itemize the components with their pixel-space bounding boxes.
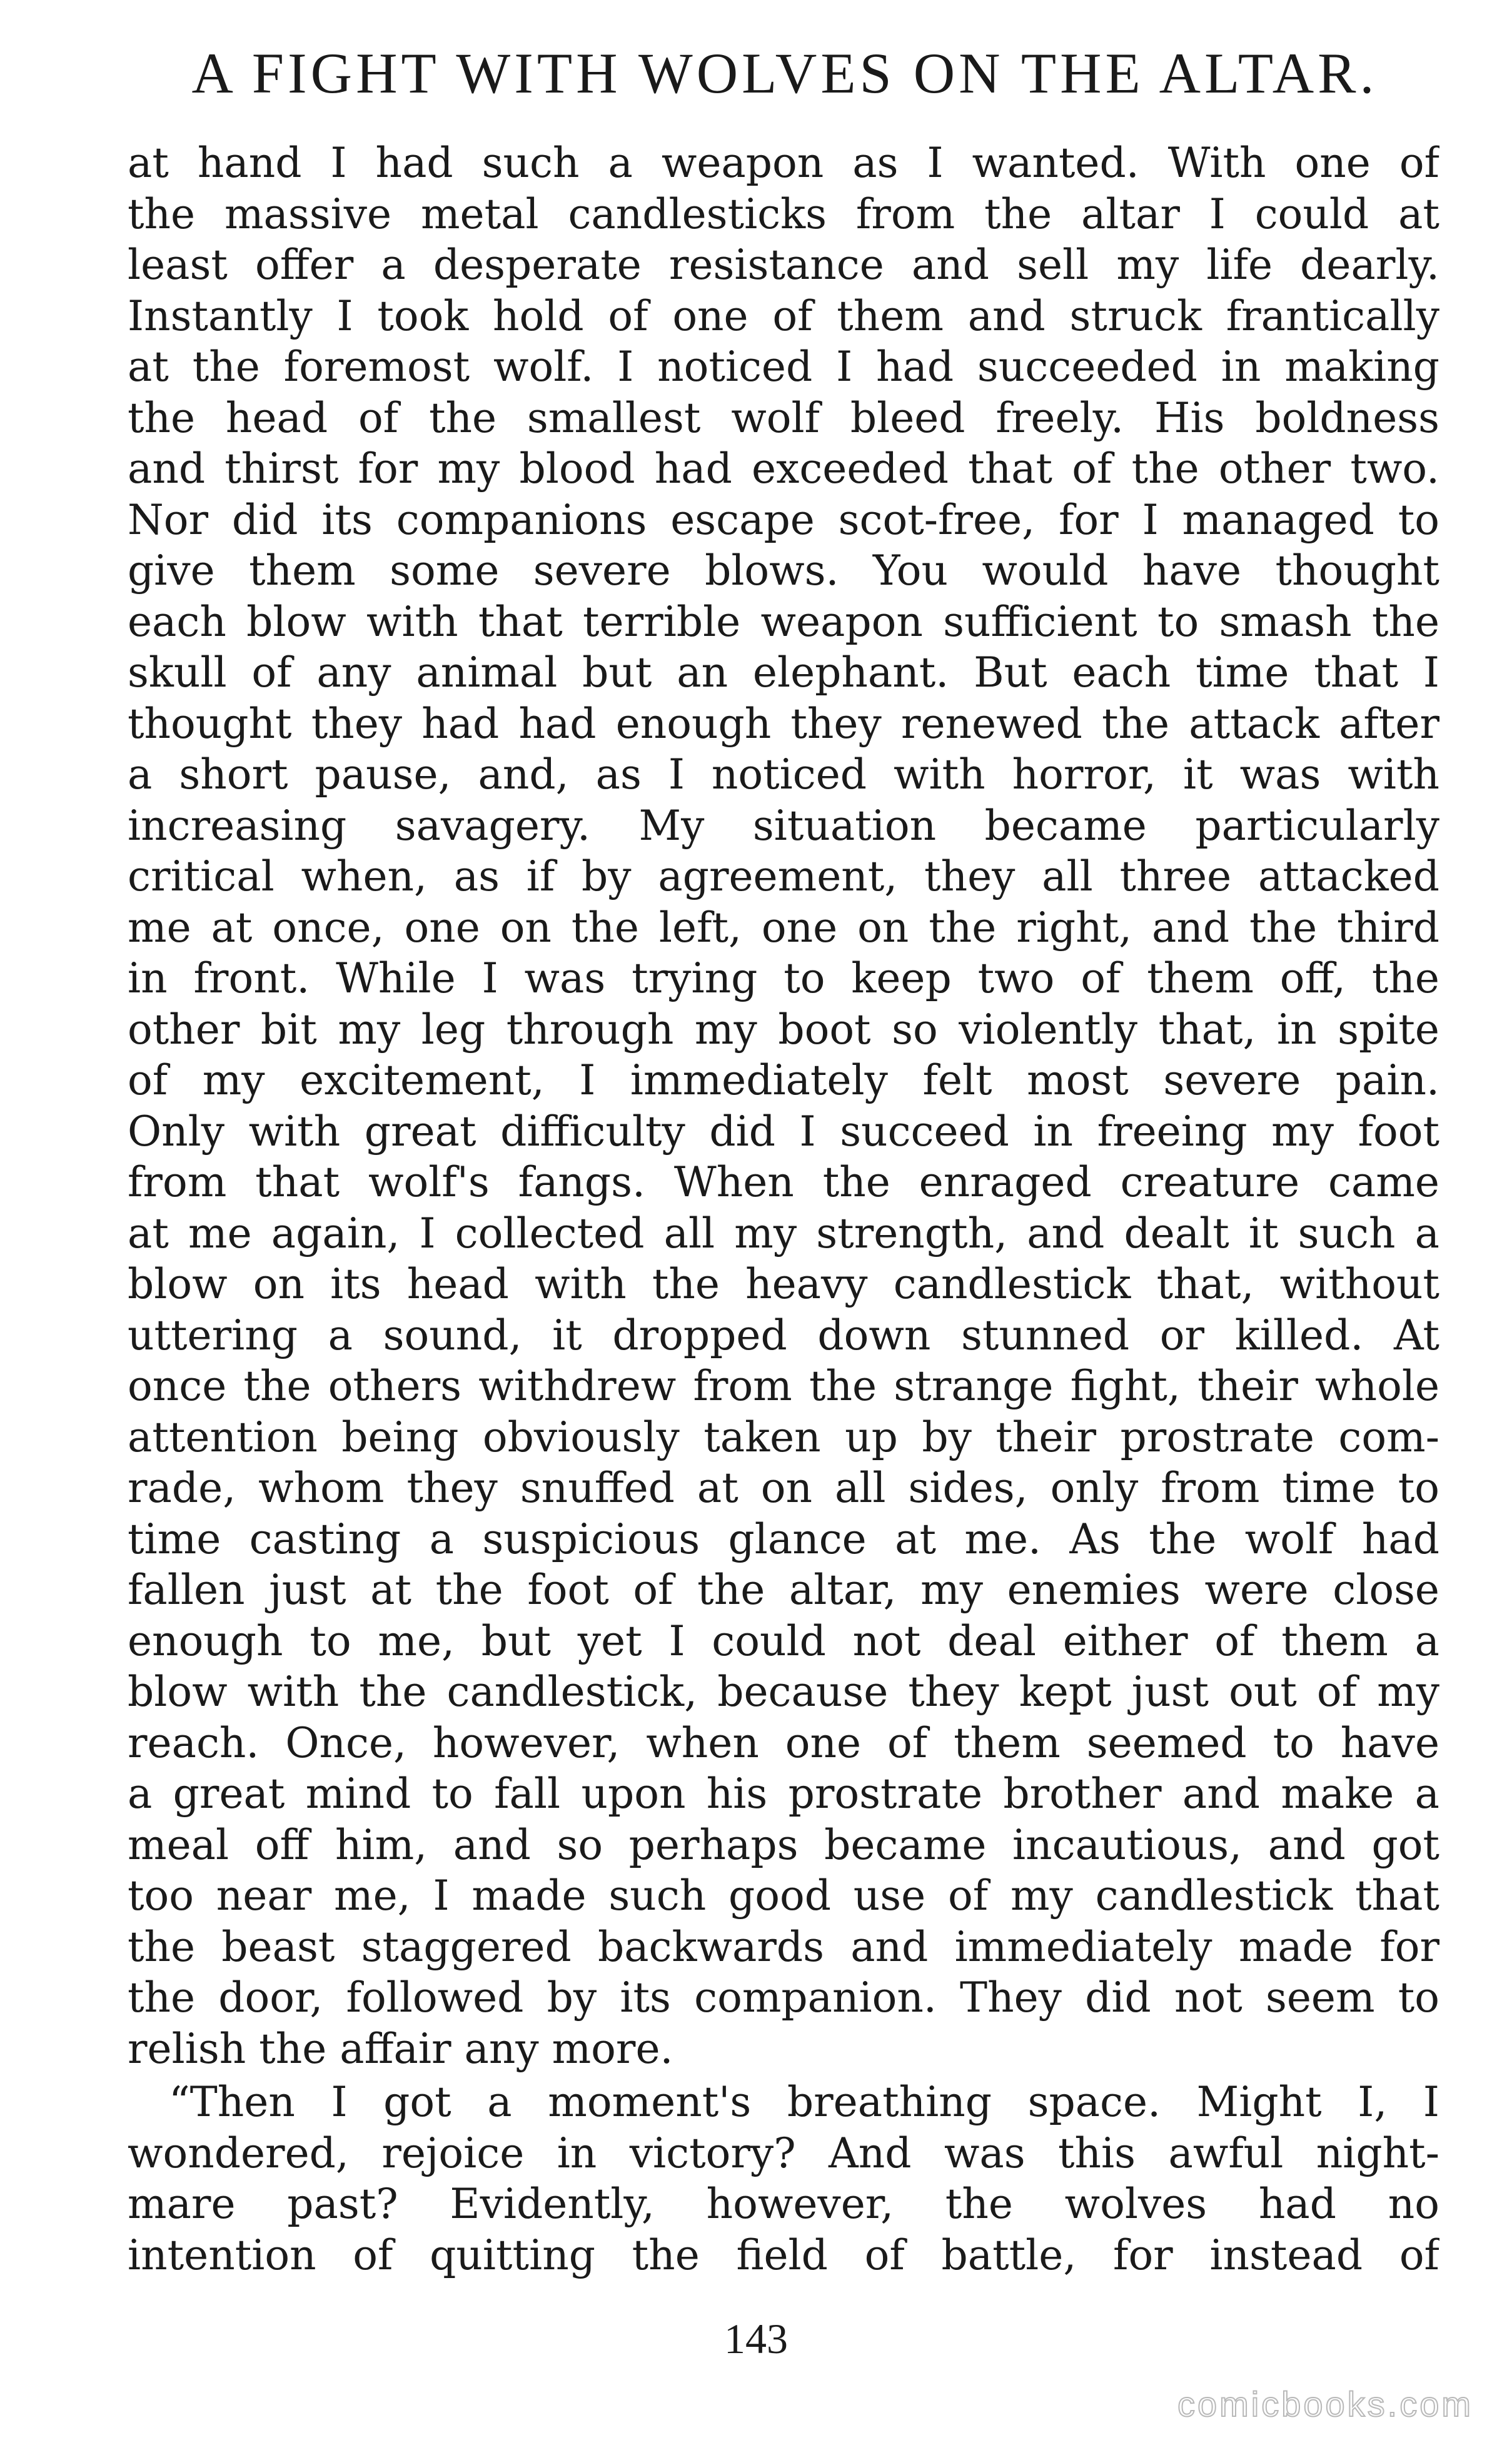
text-line: rade, whom they snuffed at on all sides, only from time to [128,1464,1439,1512]
text-line: “Then I got a moment's breathing space. Might I, I [169,2078,1439,2126]
text-line: thought they had had enough they renewed the attack after [128,699,1439,748]
text-line: blow with the candlestick, because they kept just out of my [128,1668,1439,1716]
text-line: Instantly I took hold of one of them and struck frantically [128,291,1439,340]
text-line: relish the affair any more. [128,2024,673,2073]
text-line: and thirst for my blood had exceeded that of the other two. [128,445,1439,493]
text-line: uttering a sound, it dropped down stunned or killed. At [128,1311,1439,1359]
text-line: at the foremost wolf. I noticed I had succeeded in making [128,343,1439,391]
text-line: from that wolf's fangs. When the enraged creature came [128,1158,1439,1206]
text-line: a great mind to fall upon his prostrate brother and make a [128,1770,1439,1818]
running-head: A FIGHT WITH WOLVES ON THE ALTAR. [191,41,1378,105]
text-line: meal off him, and so perhaps became incautious, and got [128,1820,1439,1869]
text-line: skull of any animal but an elephant. But each time that I [128,648,1439,697]
text-line: give them some severe blows. You would have thought [128,547,1439,595]
text-line: Nor did its companions escape scot-free, for I managed to [128,495,1439,544]
text-line: time casting a suspicious glance at me. As the wolf had [128,1515,1439,1563]
watermark: comicbooks.com [1177,2384,1473,2424]
text-line: reach. Once, however, when one of them seemed to have [128,1718,1439,1767]
text-line: at me again, I collected all my strength, and dealt it such a [128,1209,1439,1258]
text-line: mare past? Evidently, however, the wolves had no [128,2180,1439,2228]
text-line: least offer a desperate resistance and sell my life dearly. [128,241,1439,289]
text-line: wondered, rejoice in victory? And was this awful night- [128,2129,1439,2177]
text-line: blow on its head with the heavy candlestick that, without [128,1260,1439,1308]
text-line: me at once, one on the left, one on the right, and the third [128,903,1439,952]
paragraph-1 [128,138,1439,2074]
text-line: other bit my leg through my boot so violently that, in spite [128,1005,1439,1054]
text-line: fallen just at the foot of the altar, my enemies were close [128,1566,1439,1614]
page-number: 143 [724,2315,788,2362]
text-line: attention being obviously taken up by their prostrate com- [128,1413,1439,1461]
text-line: Only with great difficulty did I succeed in freeing my foot [128,1107,1439,1156]
text-line: once the others withdrew from the strange fight, their whole [128,1362,1439,1410]
text-line: the beast staggered backwards and immediately made for [128,1922,1439,1971]
text-line: in front. While I was trying to keep two of them off, the [128,954,1439,1002]
text-line: each blow with that terrible weapon sufficient to smash the [128,597,1439,646]
text-line: the massive metal candlesticks from the altar I could at [128,189,1439,238]
text-line: enough to me, but yet I could not deal either of them a [128,1616,1439,1665]
text-line: critical when, as if by agreement, they all three attacked [128,852,1439,900]
text-line: the head of the smallest wolf bleed freely. His boldness [128,393,1439,442]
paragraph-2 [128,2077,1439,2281]
text-line: the door, followed by its companion. They did not seem to [128,1974,1439,2022]
text-line: intention of quitting the field of battle, for instead of [128,2231,1439,2279]
text-line: a short pause, and, as I noticed with horror, it was with [128,750,1439,799]
text-line: too near me, I made such good use of my candlestick that [128,1872,1439,1920]
text-line: at hand I had such a weapon as I wanted. With one of [128,139,1439,187]
body-text [128,138,1439,2281]
text-line: increasing savagery. My situation became particularly [128,801,1439,850]
text-line: of my excitement, I immediately felt most severe pain. [128,1056,1439,1104]
